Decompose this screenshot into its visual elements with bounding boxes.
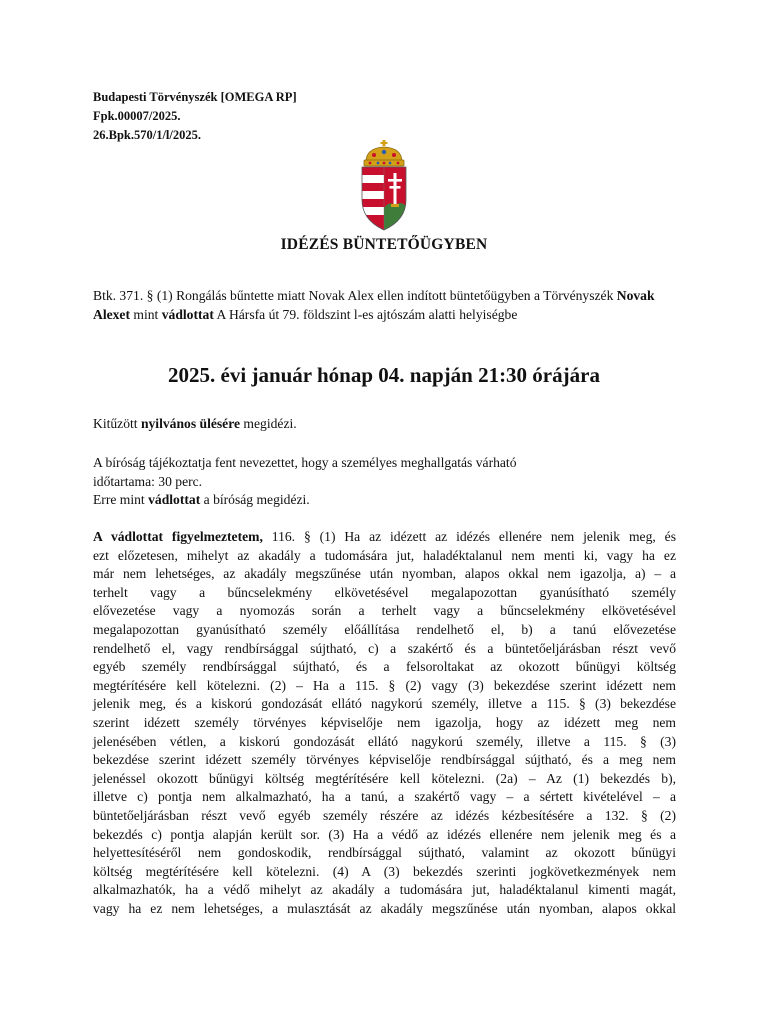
- warning-line: egyéb személy rendbírsággal sújtható, és a felsoroltakat az okozott bűnügyi költség: [93, 659, 676, 675]
- warning-line: illetve c) pontja nem alkalmazható, ha a tanú, a szakértő vagy – a sértett kivételével – a: [93, 789, 676, 805]
- document-title: IDÉZÉS BÜNTETŐÜGYBEN: [280, 236, 488, 253]
- warning-line: jelenéssel okozott bűnügyi költség megtérítésére kell kötelezni. (2a) – Az (1) bekezdés b),: [93, 770, 676, 786]
- warning-line: büntetőeljárásban részt vevő egyéb személy részére az idézés kézbesítésére a 132. § (2): [93, 807, 676, 823]
- info-line-3-text-2: a bíróság megidézi.: [200, 492, 310, 508]
- info-line-3-bold: vádlottat: [148, 492, 201, 508]
- summon-text-2: megidézi.: [240, 416, 297, 431]
- shield-icon: [362, 167, 406, 231]
- defendant-name: Novak Alexet: [93, 288, 655, 322]
- court-line: [93, 88, 297, 107]
- warning-line: megalapozottan gyanúsítható személy előállítása rendelhető el, b) a tanú elővezetése: [93, 621, 676, 637]
- intro-text-3: A Hársfa út 79. földszint l-es ajtószám alatti helyiségbe: [213, 306, 518, 322]
- warning-line: már nem lehetséges, az akadály megszűnése után nyomban, alapos okkal nem igazolja, a) – a: [93, 566, 676, 582]
- case-number-2: 26.Bpk.570/1/l/2025.: [93, 128, 202, 142]
- warning-line: helyettesítéséről nem gondoskodik, rendbírsággal sújtható, valamint az okozott bűnügyi: [93, 845, 676, 861]
- warning-line: jelenik meg, és a kiskorú gondozását ellátó nagykorú személy, illetve a 115. § (3) bekezdése: [93, 696, 676, 712]
- crown-icon: [364, 140, 404, 166]
- case-number-1: Fpk.00007/2025.: [93, 109, 181, 123]
- court-name: Budapesti Törvényszék: [93, 90, 218, 104]
- warning-line: vagy ha ez nem lehetséges, a mulasztását az akadály megszűnése után nyomban, alapos okkal: [93, 900, 676, 916]
- warning-paragraph: [93, 528, 676, 918]
- warning-line: [93, 528, 676, 547]
- intro-text-2: mint: [130, 306, 162, 322]
- warning-line: rendelhető el, vagy rendbírsággal sújtható, c) a szakértő és a büntetőeljárásban részt vevő: [93, 640, 676, 656]
- warning-line: megtérítésére kell kötelezni. (2) – Ha a 115. § (2) vagy (3) bekezdése szerint idézett nem: [93, 677, 676, 693]
- hearing-date: 2025. évi január hónap 04. napján 21:30 órájára: [168, 363, 600, 387]
- info-line-3: [93, 491, 676, 510]
- warning-line: bekezdés c) pontja alapján került sor. (3) Ha a védő az idézés ellenére nem jelenik meg és a: [93, 826, 676, 842]
- summon-paragraph: [93, 415, 676, 434]
- warning-line-text: 116. § (1) Ha az idézett az idézés ellenére nem jelenik meg, és: [262, 529, 676, 544]
- info-line-2: időtartama: 30 perc.: [93, 473, 203, 489]
- warning-line: alkalmazhatók, ha a védő mihelyt az akadály a tudomására jut, haladéktalanul kimenti magát,: [93, 882, 676, 898]
- summon-bold: nyilvános ülésére: [140, 416, 241, 431]
- warning-line: elővezetése vagy a nyomozás során a terhelt vagy a bűncselekmény elkövetésével: [93, 603, 676, 619]
- warning-line: terhelt vagy a bűncselekmény elkövetésével megalapozottan gyanúsítható személy: [93, 584, 676, 600]
- court-suffix: [OMEGA RP]: [220, 90, 297, 104]
- defendant-role: vádlottat: [161, 306, 214, 322]
- intro-text-1: Btk. 371. § (1) Rongálás bűntette miatt Novak Alex ellen indított büntetőügyben a Törvényszék: [93, 288, 617, 303]
- warning-lead: A vádlottat figyelmeztetem,: [93, 529, 263, 544]
- document-header: [93, 88, 297, 145]
- summon-text-1: Kitűzött: [93, 416, 141, 431]
- warning-line: bekezdése szerint idézett személy törvényes képviselője rendbírsággal sújtható, és a meg nem: [93, 752, 676, 768]
- warning-line: jelenésében vétlen, a kiskorú gondozását ellátó nagykorú személy, illetve a 115. § (3): [93, 733, 676, 749]
- hungarian-coat-of-arms-icon: [352, 140, 416, 232]
- info-line-1: A bíróság tájékoztatja fent nevezettet, hogy a személyes meghallgatás várható: [93, 455, 517, 470]
- intro-paragraph: [93, 287, 676, 324]
- warning-line: szerint idézett személy törvényes képviselője nem igazolja, hogy az idézett meg nem: [93, 714, 676, 730]
- info-line-3-text-1: Erre mint: [93, 492, 149, 508]
- info-paragraph: [93, 454, 676, 510]
- warning-line: ezt előzetesen, mihelyt az akadály a tudomására jut, haladéktalanul nem menti ki, vagy ha ez: [93, 547, 676, 563]
- warning-line: költség megtérítésére kell kötelezni. (4) A (3) bekezdés szerinti jogkövetkezmények nem: [93, 863, 676, 879]
